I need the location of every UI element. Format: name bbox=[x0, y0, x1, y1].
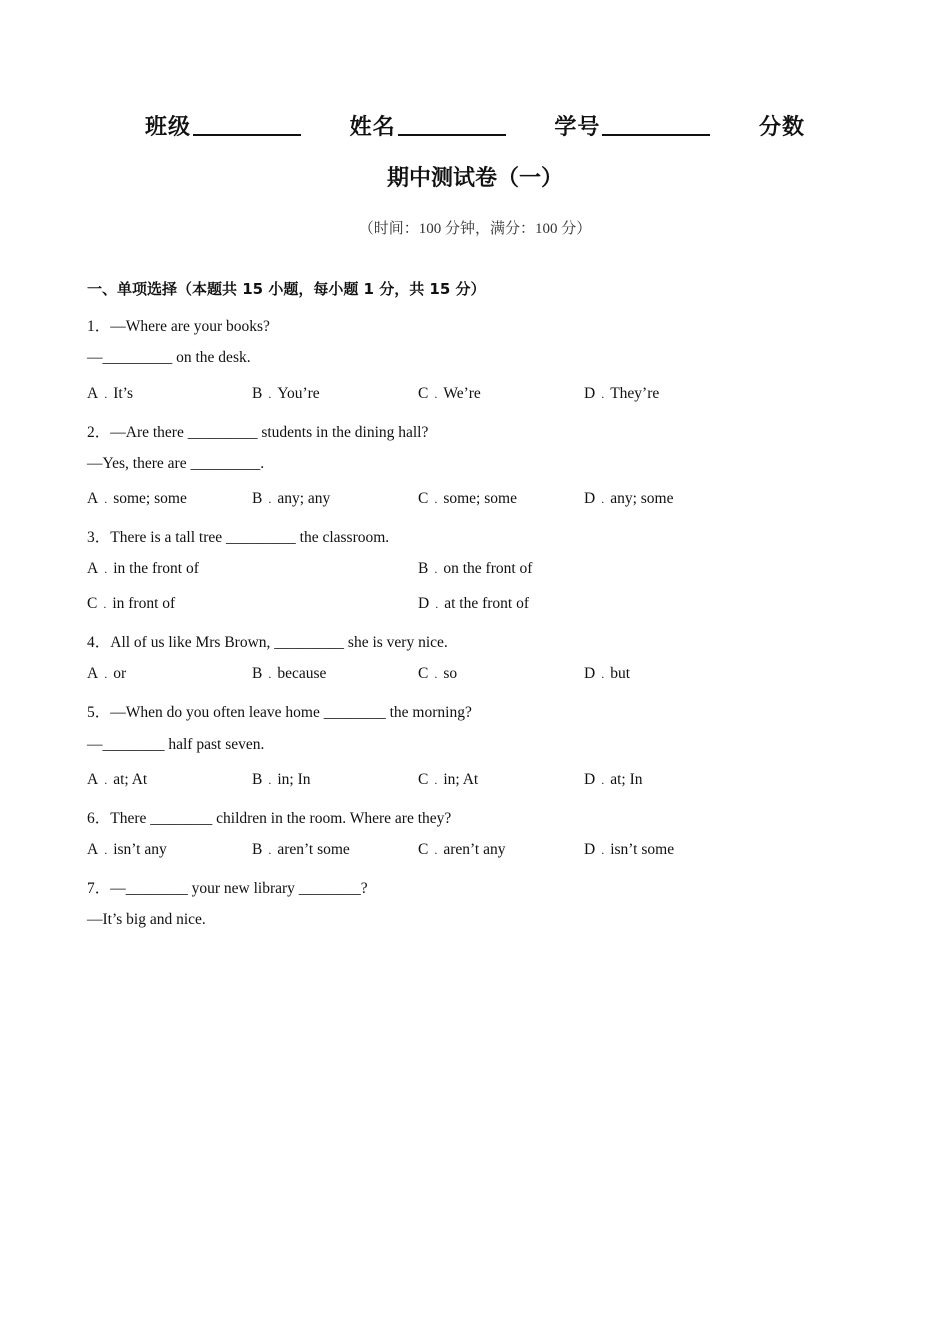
id-blank[interactable] bbox=[602, 114, 710, 136]
question-2-line-2: —Yes, there are _________. bbox=[87, 455, 265, 472]
exam-title: 期中测试卷（一） bbox=[386, 166, 563, 191]
question-4-stem: 4．All of us like Mrs Brown, _________ she is very nice. bbox=[87, 634, 448, 651]
q2-option-d[interactable]: D . any; some bbox=[584, 490, 674, 507]
name-label: 姓名 bbox=[349, 115, 396, 140]
q3-option-d[interactable]: D . at the front of bbox=[418, 595, 529, 612]
class-blank[interactable] bbox=[193, 114, 301, 136]
q6-option-a[interactable]: A . isn’t any bbox=[87, 841, 167, 858]
q4-option-b[interactable]: B . because bbox=[252, 665, 327, 682]
question-7-stem: 7．—________ your new library ________? bbox=[87, 880, 368, 897]
id-field bbox=[554, 110, 710, 141]
score-label: 分数 bbox=[759, 115, 806, 140]
q3-option-a[interactable]: A . in the front of bbox=[87, 560, 199, 577]
question-2-stem: 2．—Are there _________ students in the dining hall? bbox=[87, 424, 429, 441]
q1-option-c[interactable]: C . We’re bbox=[418, 385, 481, 402]
class-field bbox=[145, 110, 301, 141]
q5-option-c[interactable]: C . in; At bbox=[418, 771, 479, 788]
q6-option-c[interactable]: C . aren’t any bbox=[418, 841, 506, 858]
q4-option-a[interactable]: A . or bbox=[87, 665, 127, 682]
question-5-stem: 5．—When do you often leave home ________ the morning? bbox=[87, 704, 472, 721]
q3-option-c[interactable]: C . in front of bbox=[87, 595, 176, 612]
section-heading: 一、单项选择（本题共 15 小题，每小题 1 分，共 15 分） bbox=[87, 280, 486, 298]
question-5-line-2: —________ half past seven. bbox=[87, 736, 265, 753]
q1-option-a[interactable]: A . It’s bbox=[87, 385, 134, 402]
question-7-line-2: —It’s big and nice. bbox=[87, 911, 206, 928]
q2-option-a[interactable]: A . some; some bbox=[87, 490, 187, 507]
name-field bbox=[350, 110, 506, 141]
score-field bbox=[759, 110, 805, 141]
q3-option-b[interactable]: B . on the front of bbox=[418, 560, 533, 577]
question-1-stem: 1．—Where are your books? bbox=[87, 318, 270, 335]
q6-option-b[interactable]: B . aren’t some bbox=[252, 841, 350, 858]
exam-subtitle: （时间：100 分钟，满分：100 分） bbox=[358, 221, 592, 237]
q5-option-a[interactable]: A . at; At bbox=[87, 771, 148, 788]
q5-option-d[interactable]: D . at; In bbox=[584, 771, 643, 788]
q2-option-c[interactable]: C . some; some bbox=[418, 490, 517, 507]
q1-option-b[interactable]: B . You’re bbox=[252, 385, 320, 402]
q1-option-d[interactable]: D . They’re bbox=[584, 385, 660, 402]
q4-option-d[interactable]: D . but bbox=[584, 665, 631, 682]
student-info-line bbox=[0, 110, 950, 141]
class-label: 班级 bbox=[144, 115, 191, 140]
q2-option-b[interactable]: B . any; any bbox=[252, 490, 331, 507]
question-6-stem: 6．There ________ children in the room. Where are they? bbox=[87, 810, 452, 827]
q5-option-b[interactable]: B . in; In bbox=[252, 771, 311, 788]
q6-option-d[interactable]: D . isn’t some bbox=[584, 841, 675, 858]
question-1-line-2: —_________ on the desk. bbox=[87, 349, 251, 366]
name-blank[interactable] bbox=[398, 114, 506, 136]
question-3-stem: 3．There is a tall tree _________ the classroom. bbox=[87, 529, 390, 546]
id-label: 学号 bbox=[554, 115, 601, 140]
q4-option-c[interactable]: C . so bbox=[418, 665, 458, 682]
